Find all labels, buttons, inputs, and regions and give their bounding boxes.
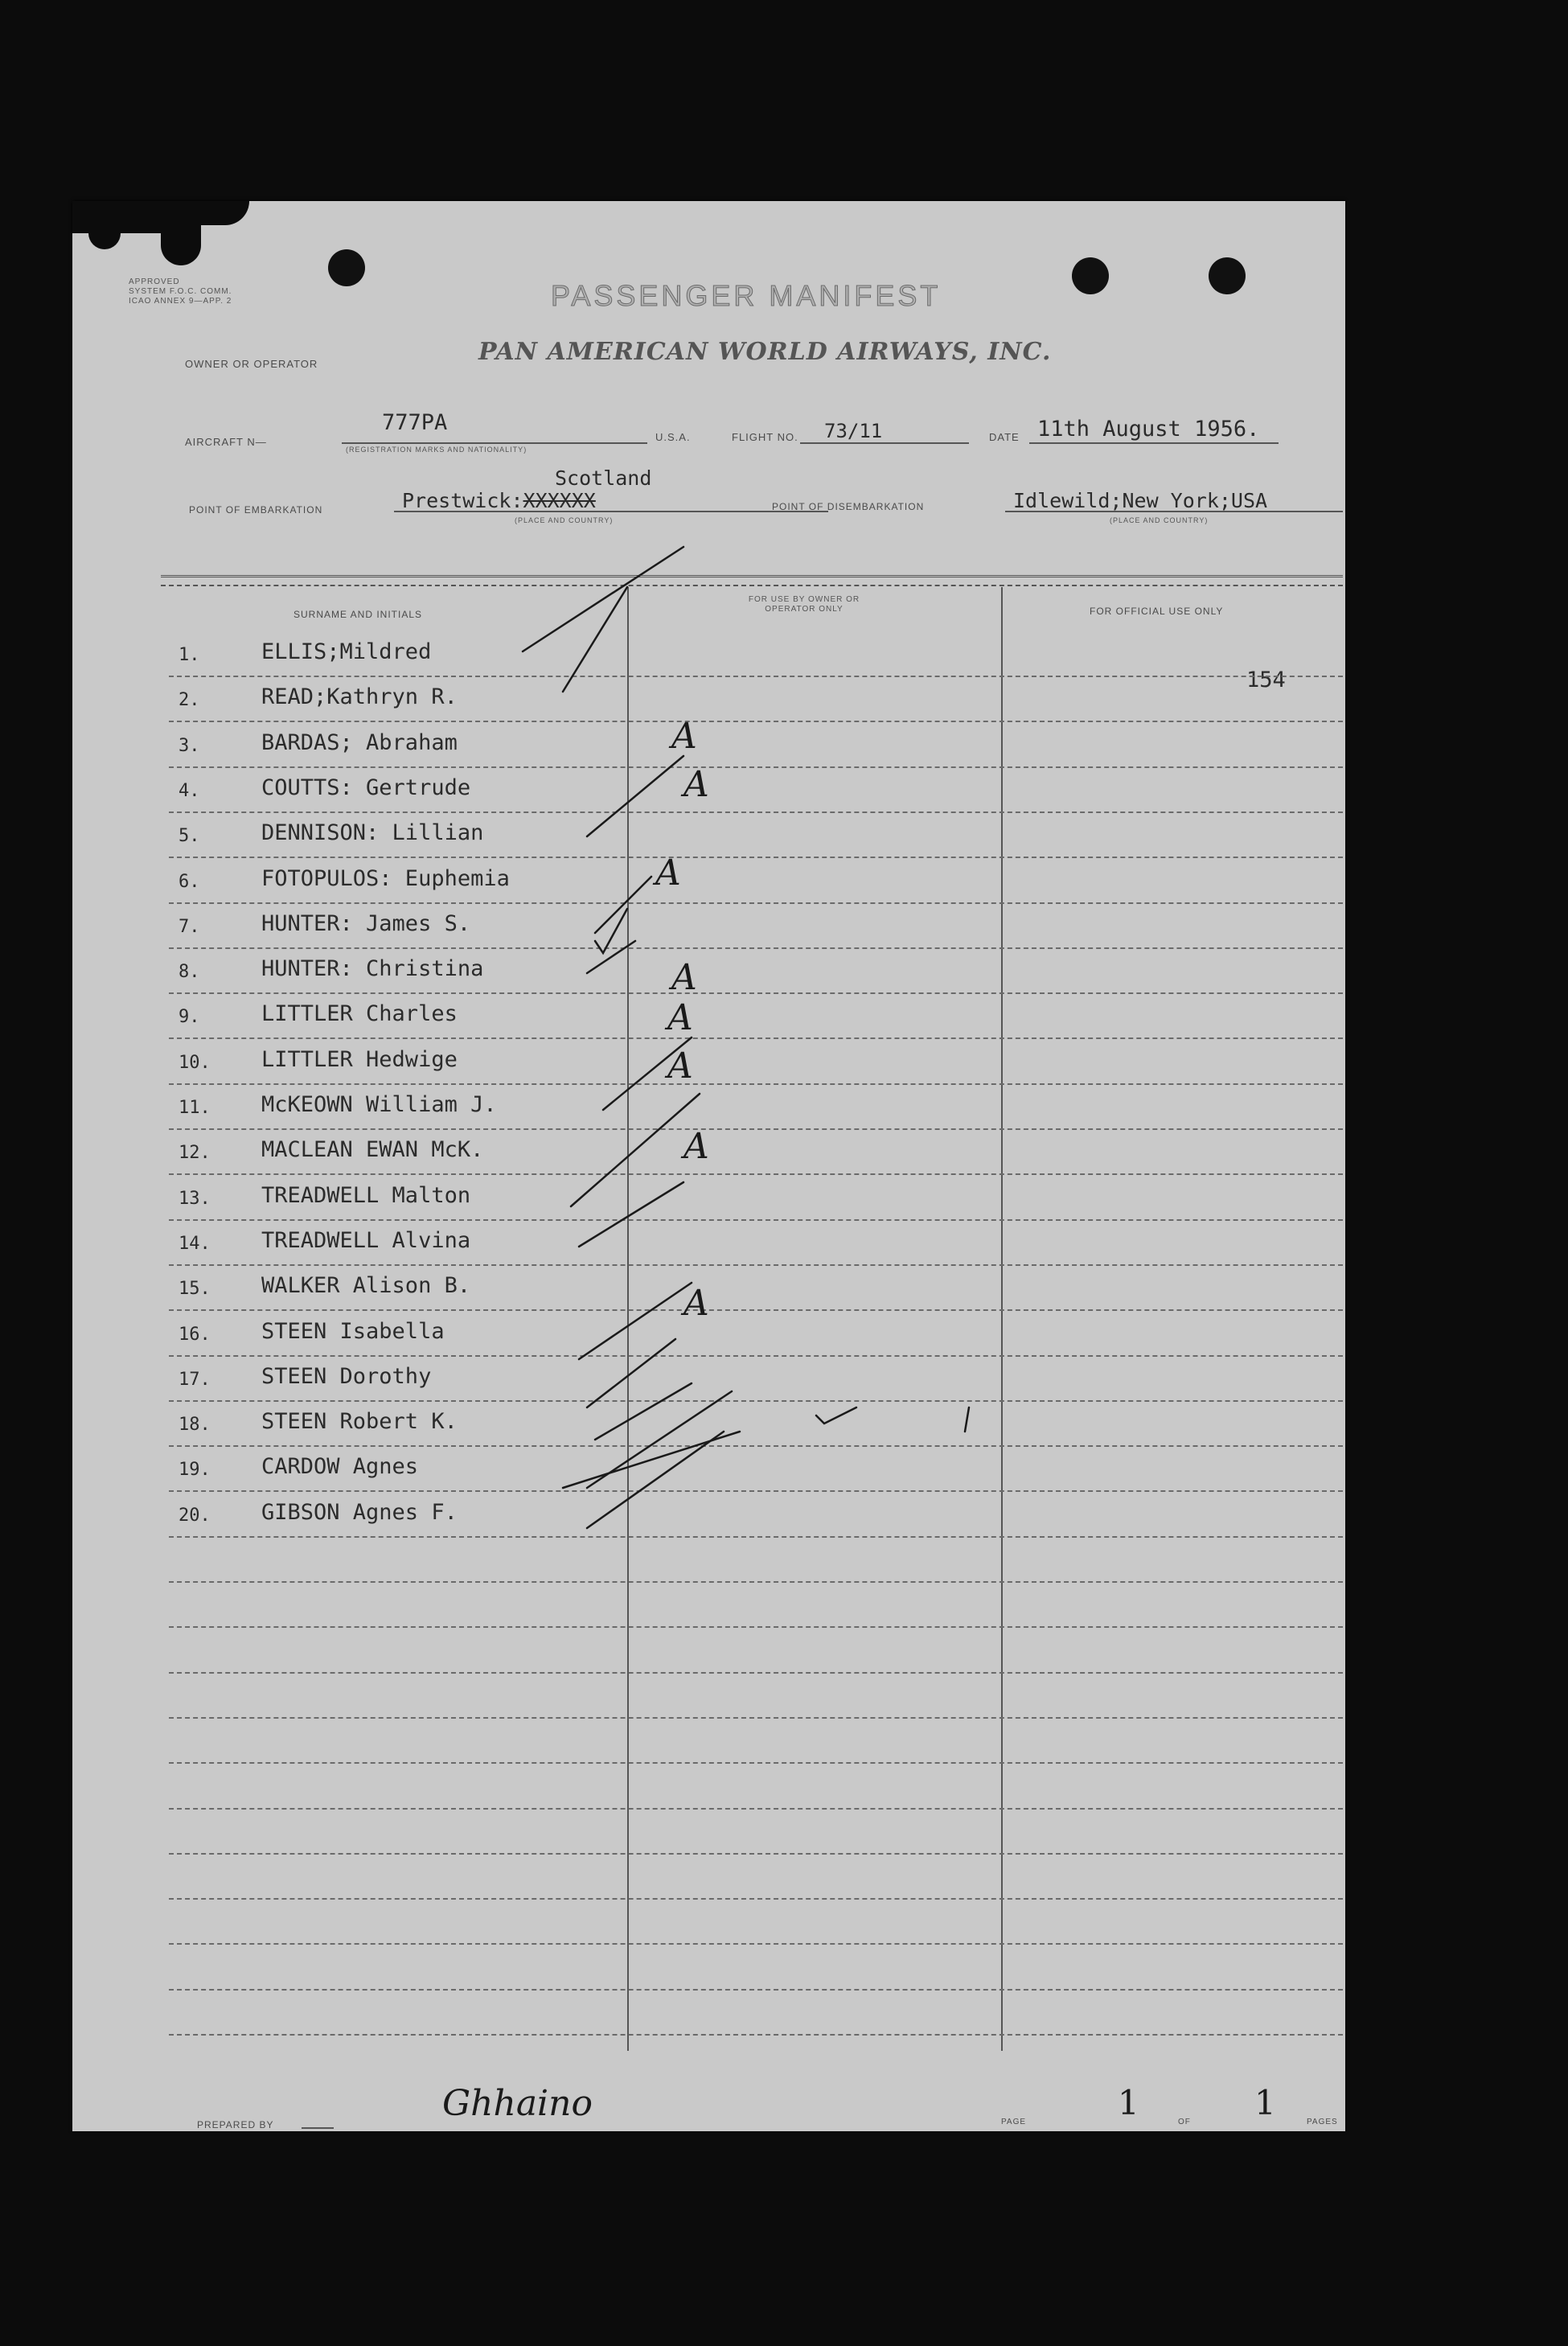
passenger-name: BARDAS; Abraham xyxy=(261,730,458,755)
handwritten-a-mark: A xyxy=(671,716,697,757)
manifest-sheet xyxy=(72,201,1345,2131)
flight-value: 73/11 xyxy=(824,420,883,442)
country-label: U.S.A. xyxy=(655,431,691,443)
handwritten-a-mark: A xyxy=(683,1126,709,1167)
passenger-name: TREADWELL Malton xyxy=(261,1183,471,1208)
passenger-name: HUNTER: Christina xyxy=(261,956,484,981)
col-surname: SURNAME AND INITIALS xyxy=(293,609,423,620)
passenger-number: 14. xyxy=(179,1234,211,1254)
handwritten-a-mark: A xyxy=(683,1283,709,1324)
page-value: 1 xyxy=(1118,2083,1139,2122)
disembark-value: Idlewild;New York;USA xyxy=(1013,489,1268,512)
passenger-name: FOTOPULOS: Euphemia xyxy=(261,866,510,891)
passenger-number: 2. xyxy=(179,690,200,710)
registration-caption: (REGISTRATION MARKS AND NATIONALITY) xyxy=(346,446,527,454)
handwritten-a-mark: A xyxy=(671,957,697,998)
official-number: 154 xyxy=(1246,668,1286,692)
passenger-number: 1. xyxy=(179,645,200,665)
passenger-number: 13. xyxy=(179,1189,211,1209)
passenger-name: LITTLER Charles xyxy=(261,1001,458,1026)
owner-label: OWNER OR OPERATOR xyxy=(185,358,318,370)
page-label: PAGE xyxy=(1001,2118,1027,2126)
aircraft-label: AIRCRAFT N— xyxy=(185,436,267,448)
passenger-number: 20. xyxy=(179,1506,211,1526)
passenger-name: STEEN Isabella xyxy=(261,1319,445,1344)
approval-line: APPROVED xyxy=(129,277,180,286)
passenger-number: 8. xyxy=(179,962,200,982)
passenger-name: CARDOW Agnes xyxy=(261,1454,419,1479)
passenger-name: WALKER Alison B. xyxy=(261,1273,471,1298)
passenger-name: COUTTS: Gertrude xyxy=(261,775,471,800)
passenger-name: LITTLER Hedwige xyxy=(261,1047,458,1072)
owner-value: PAN AMERICAN WORLD AIRWAYS, INC. xyxy=(478,338,1052,366)
passenger-number: 17. xyxy=(179,1370,211,1390)
flight-label: FLIGHT NO. xyxy=(732,431,798,443)
approval-line: SYSTEM F.O.C. COMM. xyxy=(129,287,232,296)
passenger-number: 12. xyxy=(179,1143,211,1163)
handwritten-a-mark: A xyxy=(655,853,681,894)
date-value: 11th August 1956. xyxy=(1037,417,1260,442)
embark-label: POINT OF EMBARKATION xyxy=(189,504,323,516)
passenger-number: 15. xyxy=(179,1279,211,1299)
passenger-name: HUNTER: James S. xyxy=(261,911,471,936)
handwritten-a-mark: A xyxy=(667,997,693,1038)
handwritten-a-mark: A xyxy=(667,1046,693,1087)
passenger-number: 10. xyxy=(179,1053,211,1073)
approval-line: ICAO ANNEX 9—APP. 2 xyxy=(129,297,232,306)
passenger-number: 3. xyxy=(179,736,200,756)
passenger-name: DENNISON: Lillian xyxy=(261,820,484,845)
embark-place: Prestwick: xyxy=(402,489,523,512)
passenger-number: 6. xyxy=(179,872,200,892)
passenger-name: STEEN Dorothy xyxy=(261,1364,432,1389)
passenger-number: 18. xyxy=(179,1415,211,1435)
passenger-name: TREADWELL Alvina xyxy=(261,1228,471,1253)
form-title: PASSENGER MANIFEST xyxy=(551,279,942,312)
check-strokes xyxy=(72,201,1345,2131)
col-owner-use: FOR USE BY OWNER OR OPERATOR ONLY xyxy=(748,595,860,614)
pages-label: PAGES xyxy=(1307,2118,1338,2126)
passenger-name: MACLEAN EWAN McK. xyxy=(261,1137,484,1162)
passenger-name: STEEN Robert K. xyxy=(261,1409,458,1434)
passenger-number: 4. xyxy=(179,781,200,801)
col-official: FOR OFFICIAL USE ONLY xyxy=(1090,606,1224,617)
passenger-name: GIBSON Agnes F. xyxy=(261,1500,458,1525)
passenger-number: 16. xyxy=(179,1325,211,1345)
prepared-signature: Ghhaino xyxy=(442,2083,593,2124)
aircraft-value: 777PA xyxy=(382,410,448,435)
passenger-number: 5. xyxy=(179,826,200,846)
disembark-label: POINT OF DISEMBARKATION xyxy=(772,501,925,512)
place-caption: (PLACE AND COUNTRY) xyxy=(515,516,614,524)
embark-struck: XXXXXX xyxy=(523,489,596,512)
passenger-name: McKEOWN William J. xyxy=(261,1092,497,1117)
of-label: OF xyxy=(1178,2118,1191,2126)
passenger-number: 11. xyxy=(179,1098,211,1118)
date-label: DATE xyxy=(989,431,1020,443)
embark-country: Scotland xyxy=(555,466,652,490)
of-value: 1 xyxy=(1254,2083,1276,2122)
handwritten-a-mark: A xyxy=(683,764,709,805)
place-caption: (PLACE AND COUNTRY) xyxy=(1110,516,1209,524)
passenger-name: ELLIS;Mildred xyxy=(261,639,432,664)
passenger-number: 19. xyxy=(179,1460,211,1480)
passenger-number: 9. xyxy=(179,1007,200,1027)
passenger-name: READ;Kathryn R. xyxy=(261,684,458,709)
passenger-number: 7. xyxy=(179,917,200,937)
prepared-label: PREPARED BY xyxy=(197,2119,274,2130)
